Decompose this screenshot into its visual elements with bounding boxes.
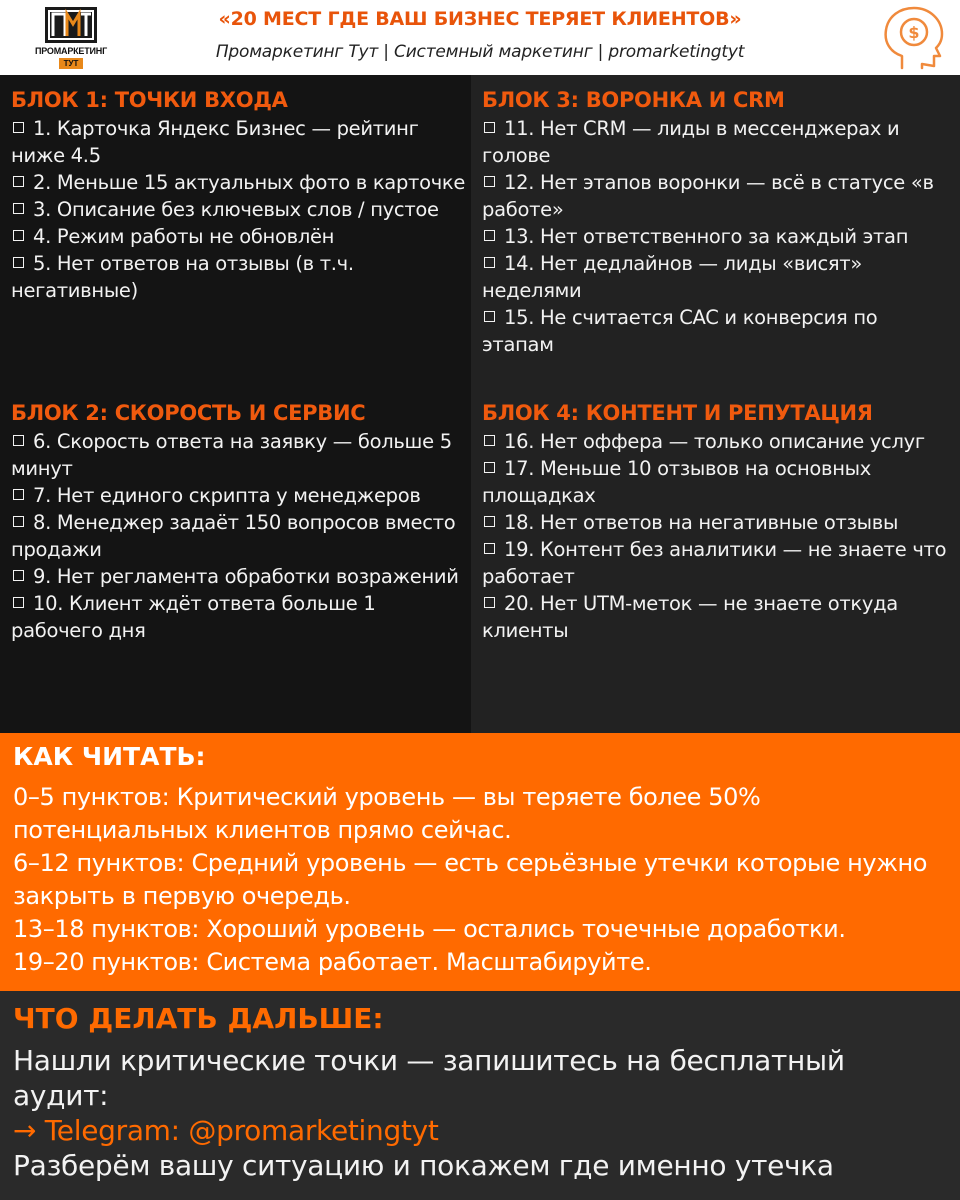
checklist-item bbox=[11, 428, 472, 482]
checkbox-icon bbox=[13, 489, 24, 500]
block-3 bbox=[482, 85, 952, 358]
header bbox=[0, 0, 960, 75]
item-text: 4. Режим работы не обновлён bbox=[33, 225, 335, 248]
checklist-item bbox=[482, 115, 952, 169]
checkbox-icon bbox=[484, 435, 495, 446]
checklist-item bbox=[482, 455, 952, 509]
checkbox-icon bbox=[484, 462, 495, 473]
logo-text: ПРОМАРКЕТИНГ bbox=[34, 46, 108, 56]
item-text: 2. Меньше 15 актуальных фото в карточке bbox=[33, 171, 466, 194]
checkbox-icon bbox=[13, 230, 24, 241]
checklist-item bbox=[482, 304, 952, 358]
checklist-item bbox=[482, 509, 952, 536]
block-title: БЛОК 4: КОНТЕНТ И РЕПУТАЦИЯ bbox=[482, 401, 873, 425]
checkbox-icon bbox=[13, 203, 24, 214]
left-column bbox=[0, 75, 480, 733]
page-subtitle: Промаркетинг Тут | Системный маркетинг | promarketingtyt bbox=[215, 42, 745, 62]
checkbox-icon bbox=[484, 311, 495, 322]
item-text: 11. Нет CRM — лиды в мессенджерах и голове bbox=[482, 117, 900, 167]
item-text: 20. Нет UTM-меток — не знаете откуда клиенты bbox=[482, 592, 898, 642]
how-to-read-list bbox=[13, 781, 953, 979]
checklist-item bbox=[11, 482, 472, 509]
checklist-item bbox=[11, 115, 472, 169]
checklist-item bbox=[482, 223, 952, 250]
item-text: 8. Менеджер задаёт 150 вопросов вместо продажи bbox=[11, 511, 456, 561]
checklist-item bbox=[11, 196, 472, 223]
checkbox-icon bbox=[13, 257, 24, 268]
item-text: 5. Нет ответов на отзывы (в т.ч. негативные) bbox=[11, 252, 354, 302]
item-text: 9. Нет регламента обработки возражений bbox=[33, 565, 459, 588]
next-steps-section bbox=[0, 991, 960, 1200]
page-title: «20 МЕСТ ГДЕ ВАШ БИЗНЕС ТЕРЯЕТ КЛИЕНТОВ» bbox=[218, 8, 742, 30]
block-title: БЛОК 2: СКОРОСТЬ И СЕРВИС bbox=[11, 401, 366, 425]
score-level-line: 19–20 пунктов: Система работает. Масштабируйте. bbox=[13, 948, 652, 976]
next-steps-footer: Разберём вашу ситуацию и покажем где именно утечка bbox=[13, 1149, 834, 1182]
checkbox-icon bbox=[484, 176, 495, 187]
block-1 bbox=[11, 85, 472, 304]
checkbox-icon bbox=[13, 122, 24, 133]
how-to-read-title: КАК ЧИТАТЬ: bbox=[13, 742, 206, 771]
item-text: 12. Нет этапов воронки — всё в статусе «в работе» bbox=[482, 171, 934, 221]
checklist-item bbox=[11, 563, 472, 590]
checkbox-icon bbox=[13, 176, 24, 187]
checkbox-icon bbox=[484, 543, 495, 554]
item-text: 17. Меньше 10 отзывов на основных площадках bbox=[482, 457, 871, 507]
checklist-item bbox=[11, 250, 472, 304]
next-steps-title: ЧТО ДЕЛАТЬ ДАЛЬШЕ: bbox=[13, 1002, 384, 1035]
checkbox-icon bbox=[484, 230, 495, 241]
svg-text:$: $ bbox=[908, 23, 920, 42]
logo-mark-icon bbox=[44, 6, 98, 44]
checklist-item bbox=[482, 590, 952, 644]
checkbox-icon bbox=[484, 257, 495, 268]
item-text: 7. Нет единого скрипта у менеджеров bbox=[33, 484, 421, 507]
checklist-item bbox=[482, 428, 952, 455]
next-steps-body bbox=[13, 1043, 948, 1183]
score-level-line: 6–12 пунктов: Средний уровень — есть серьёзные утечки которые нужно закрыть в первую очередь. bbox=[13, 849, 928, 910]
item-text: 10. Клиент ждёт ответа больше 1 рабочего дня bbox=[11, 592, 376, 642]
block-4 bbox=[482, 398, 952, 644]
checklist-item bbox=[482, 536, 952, 590]
checkbox-icon bbox=[13, 570, 24, 581]
checklist-item bbox=[482, 169, 952, 223]
checkbox-icon bbox=[13, 597, 24, 608]
checkbox-icon bbox=[13, 516, 24, 527]
block-title: БЛОК 1: ТОЧКИ ВХОДА bbox=[11, 88, 288, 112]
next-steps-text: Нашли критические точки — запишитесь на бесплатный аудит: bbox=[13, 1044, 845, 1112]
checklist-item bbox=[11, 509, 472, 563]
item-text: 1. Карточка Яндекс Бизнес — рейтинг ниже 4.5 bbox=[11, 117, 419, 167]
checklist-item bbox=[11, 169, 472, 196]
logo bbox=[30, 6, 112, 70]
item-text: 6. Скорость ответа на заявку — больше 5 минут bbox=[11, 430, 452, 480]
logo-badge: ТУТ bbox=[59, 58, 83, 69]
checkbox-icon bbox=[484, 597, 495, 608]
item-text: 3. Описание без ключевых слов / пустое bbox=[33, 198, 439, 221]
how-to-read-section bbox=[0, 733, 960, 991]
item-text: 16. Нет оффера — только описание услуг bbox=[504, 430, 925, 453]
item-text: 15. Не считается CAC и конверсия по этапам bbox=[482, 306, 878, 356]
score-level-line: 0–5 пунктов: Критический уровень — вы теряете более 50% потенциальных клиентов прямо сейчас. bbox=[13, 783, 761, 844]
checklist-item bbox=[482, 250, 952, 304]
score-level-line: 13–18 пунктов: Хороший уровень — остались точечные доработки. bbox=[13, 915, 846, 943]
head-dollar-icon bbox=[872, 4, 952, 70]
item-text: 13. Нет ответственного за каждый этап bbox=[504, 225, 909, 248]
item-text: 18. Нет ответов на негативные отзывы bbox=[504, 511, 899, 534]
block-title: БЛОК 3: ВОРОНКА И CRM bbox=[482, 88, 785, 112]
checklist-item bbox=[11, 590, 472, 644]
block-2 bbox=[11, 398, 472, 644]
checkbox-icon bbox=[484, 516, 495, 527]
telegram-link[interactable]: → Telegram: @promarketingtyt bbox=[13, 1114, 439, 1147]
checklist-item bbox=[11, 223, 472, 250]
checkbox-icon bbox=[484, 122, 495, 133]
item-text: 19. Контент без аналитики — не знаете что работает bbox=[482, 538, 947, 588]
checkbox-icon bbox=[13, 435, 24, 446]
right-column bbox=[471, 75, 960, 733]
item-text: 14. Нет дедлайнов — лиды «висят» неделями bbox=[482, 252, 862, 302]
